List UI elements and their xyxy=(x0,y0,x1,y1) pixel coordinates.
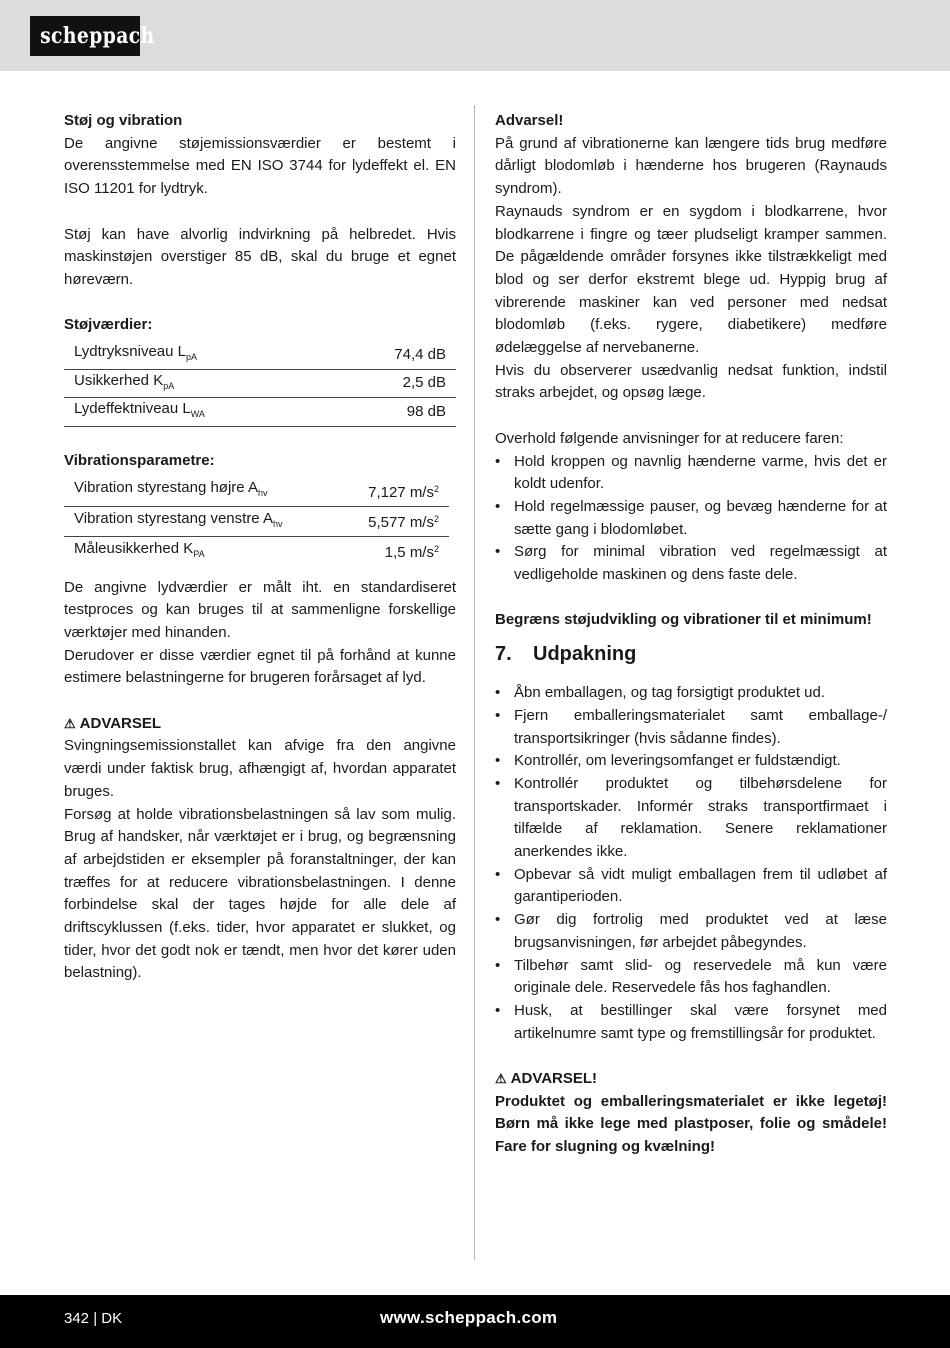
warning-triangle-icon: ⚠ xyxy=(495,1071,507,1087)
left-column xyxy=(64,110,456,985)
list-item: • Opbevar så vidt muligt emballagen frem til udløbet af garantiperioden. xyxy=(495,864,887,909)
right-column xyxy=(495,110,887,1159)
warning2-heading: ⚠ ADVARSEL! xyxy=(495,1068,887,1091)
scheppach-logo: scheppach xyxy=(30,16,140,56)
unpack-list xyxy=(495,682,887,1045)
guidelines-intro: Overhold følgende anvisninger for at reducere faren: xyxy=(495,429,844,447)
warning-paragraph-1: Svingningsemissionstallet kan afvige fra den angivne værdi under faktisk brug, afhængigt af, hvordan apparatet bruges. xyxy=(64,737,456,800)
list-item: • Kontrollér produktet og tilbehørsdelene for transportskader. Informér straks transportfirmaet i tilfælde af reklamation. Senere reklamationer anerkendes ikke. xyxy=(495,773,887,864)
section-heading: 7. Udpakning xyxy=(495,643,637,666)
list-item: • Gør dig fortrolig med produktet ved at læse brugsanvisningen, før arbejdet påbegyndes. xyxy=(495,909,887,954)
list-item: • Tilbehør samt slid- og reservedele må kun være originale dele. Reservedele fås hos faghandlen. xyxy=(495,955,887,1000)
list-item: • Hold kroppen og navnlig hænderne varme, hvis det er koldt udenfor. xyxy=(495,451,887,496)
noise-heading: Støj og vibration xyxy=(64,112,183,129)
noise-values-table xyxy=(64,341,456,427)
noise-values-heading: Støjværdier: xyxy=(64,316,153,334)
table-row: Lydtryksniveau $L_{pA}$ 74,4 dB xyxy=(64,341,456,369)
warning-paragraph-2: Forsøg at holde vibrationsbelastningen så lav som mulig. Brug af handsker, når værktøjet er i brug, og begrænsning af arbejdstiden er eksempler på foranstaltninger, der kan træffes for at reducere vibrationsbelastningen. I denne forbindelse skal der tages højde for alle dele af driftscyklussen (f.eks. tider, hvor apparatet er slukket, og tider, hvor det godt nok er tændt, men hvor det kører uden belastning). xyxy=(64,805,456,982)
noise-paragraph-1: De angivne støjemissionsværdier er bestemt i overensstemmelse med EN ISO 3744 for lydeffekt el. EN ISO 11201 for lydtryk. xyxy=(64,134,456,198)
guidelines-list xyxy=(495,451,887,587)
header-bar xyxy=(0,0,950,71)
list-item: • Åbn emballagen, og tag forsigtigt produktet ud. xyxy=(495,682,887,705)
list-item: • Hold regelmæssige pauser, og bevæg hænderne for at sætte gang i blodomløbet. xyxy=(495,496,887,541)
vibration-heading: Vibrationsparametre: xyxy=(64,451,215,469)
list-item: • Sørg for minimal vibration ved regelmæssigt at vedligeholde maskinen og dens faste dele. xyxy=(495,541,887,586)
table-row: Lydeffektniveau $L_{WA}$ 98 dB xyxy=(64,398,456,427)
list-item: • Husk, at bestillinger skal være forsynet med artikelnumre samt type og fremstillingsår for produktet. xyxy=(495,1000,887,1045)
column-divider xyxy=(474,105,475,1260)
table-row: Vibration styrestang højre $A_{hv}$ 7,127 $m/s^2$ xyxy=(64,477,449,507)
list-item: • Kontrollér, om leveringsomfanget er fuldstændigt. xyxy=(495,750,887,773)
advarsel-heading: Advarsel! xyxy=(495,112,564,129)
warning-triangle-icon: ⚠ xyxy=(64,715,76,731)
page-number: 342 | DK xyxy=(64,1310,123,1327)
measured-paragraph-2: Derudover er disse værdier egnet til på forhånd at kunne estimere belastningerne for brugeren forårsaget af lyd. xyxy=(64,646,456,687)
warning-heading: ⚠ ADVARSEL xyxy=(64,713,456,736)
measured-paragraph-1: De angivne lydværdier er målt iht. en standardiseret testproces og kan bruges til at sammenligne forskellige værktøjer med hinanden. xyxy=(64,578,456,641)
vibration-table xyxy=(64,477,449,567)
advarsel-paragraph-1: På grund af vibrationerne kan længere tids brug medføre dårligt blodomløb i hænderne hos brugeren (Raynauds syndrom). xyxy=(495,134,887,198)
table-row: Måleusikkerhed $K_{PA}$ 1,5 $m/s^2$ xyxy=(74,539,439,562)
website-link[interactable]: www.scheppach.com xyxy=(380,1308,558,1327)
list-item: • Fjern emballeringsmaterialet samt emballage-/ transportsikringer (hvis sådanne findes). xyxy=(495,705,887,750)
warning2-text: Produktet og emballeringsmaterialet er ikke legetøj! Børn må ikke lege med plastposer, folie og smådele! Fare for slugning og kvælning! xyxy=(495,1092,887,1156)
footer-bar xyxy=(0,1295,950,1348)
limit-text: Begræns støjudvikling og vibrationer til et minimum! xyxy=(495,611,872,629)
advarsel-paragraph-3: Hvis du observerer usædvanlig nedsat funktion, indstil straks arbejdet, og opsøg læge. xyxy=(495,361,887,402)
advarsel-paragraph-2: Raynauds syndrom er en sygdom i blodkarrene, hvor blodkarrene i fingre og tæer pludseligt kramper sammen. De pågældende områder forsynes ikke tilstrækkeligt med blod og ser derfor ekstremt blege ud. Hyppig brug af vibrerende maskiner kan ved personer med nedsat blodomløb (f.eks. rygere, diabetikere) medføre ødelæggelse af nervebanerne. xyxy=(495,202,887,357)
noise-paragraph-2: Støj kan have alvorlig indvirkning på helbredet. Hvis maskinstøjen overstiger 85 dB, skal du bruge et egnet høreværn. xyxy=(64,225,456,288)
table-row: Vibration styrestang venstre $A_{hv}$ 5,577 $m/s^2$ xyxy=(64,507,449,537)
table-row: Usikkerhed $K_{pA}$ 2,5 dB xyxy=(64,369,456,398)
